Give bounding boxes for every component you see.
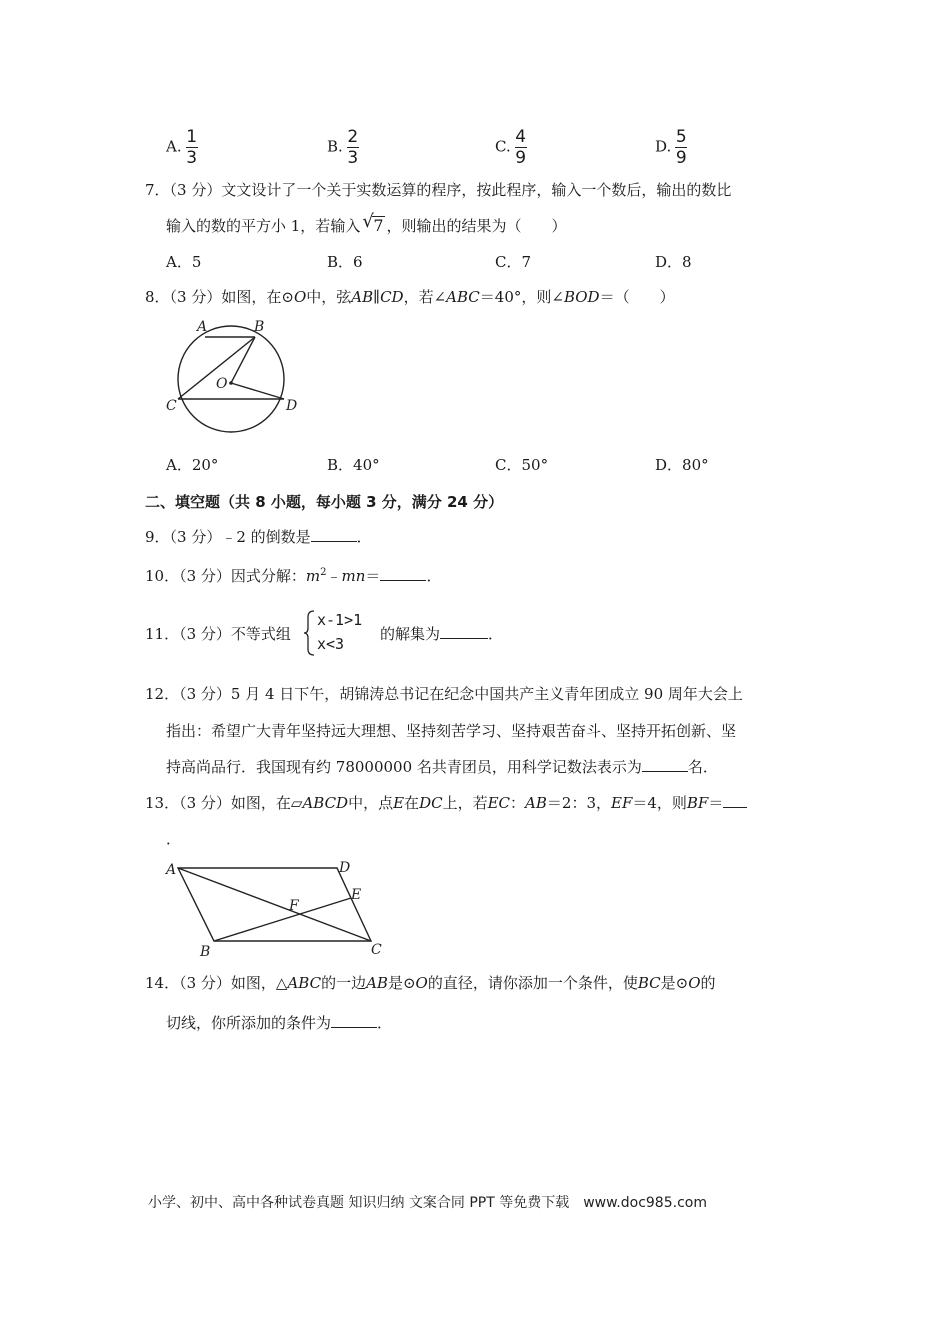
q6-option-d bbox=[655, 128, 687, 167]
q13-text: ＝2：3， bbox=[546, 794, 611, 812]
var: AB bbox=[351, 288, 374, 306]
label-c: C bbox=[166, 398, 177, 414]
circle-o bbox=[178, 326, 284, 432]
q13-text: ＝4，则 bbox=[632, 794, 687, 812]
q7-option-b: B．6 bbox=[327, 253, 363, 271]
label-a: A bbox=[197, 319, 208, 335]
numerator: 2 bbox=[347, 127, 359, 147]
q8-option-d: D．80° bbox=[655, 456, 709, 474]
q12-end: 名． bbox=[687, 758, 718, 776]
q7-line2 bbox=[166, 211, 567, 236]
q7-option-d: D．8 bbox=[655, 253, 692, 271]
q8-option-a: A．20° bbox=[166, 456, 219, 474]
q11-text: 11．（3 分）不等式组 bbox=[145, 625, 291, 643]
fraction bbox=[675, 128, 687, 167]
fraction bbox=[347, 128, 359, 167]
q13-text: ： bbox=[510, 794, 526, 812]
q8-text: 中，弦 bbox=[306, 288, 352, 306]
q13-text: 中，点 bbox=[348, 794, 394, 812]
q8-option-c: C．50° bbox=[495, 456, 549, 474]
inequality-row-1: x-1>1 bbox=[317, 611, 363, 629]
q10-end: ． bbox=[426, 567, 442, 585]
q12-text: 持高尚品行．我国现有约 78000000 名共青团员，用科学记数法表示为 bbox=[166, 758, 642, 776]
q7-line1: 7．（3 分）文文设计了一个关于实数运算的程序，按此程序，输入一个数后，输出的数比 bbox=[145, 181, 732, 199]
q6-option-a bbox=[166, 128, 198, 167]
var: ABC bbox=[287, 974, 322, 992]
var: CD bbox=[380, 288, 404, 306]
label-o: O bbox=[216, 376, 228, 392]
var: O bbox=[688, 974, 701, 992]
fraction bbox=[515, 128, 527, 167]
brace-icon bbox=[303, 609, 317, 657]
parallelogram-figure bbox=[158, 852, 388, 960]
segment-bo bbox=[231, 337, 255, 383]
numerator: 5 bbox=[675, 127, 687, 147]
label-d: D bbox=[339, 860, 351, 876]
q7-option-c: C．7 bbox=[495, 253, 532, 271]
q12-line1: 12．（3 分）5 月 4 日下午，胡锦涛总书记在纪念中国共产主义青年团成立 90 周年大会上 bbox=[145, 685, 743, 703]
var: AB bbox=[366, 974, 388, 992]
denominator: 3 bbox=[186, 148, 198, 168]
q14-text: 的一边 bbox=[321, 974, 367, 992]
label-b: B bbox=[200, 944, 211, 960]
var: EF bbox=[611, 794, 633, 812]
q6-option-b bbox=[327, 128, 359, 167]
q7-text: 输入的数的平方小 1，若输入 bbox=[166, 217, 361, 235]
q8-text: ，若∠ bbox=[403, 288, 447, 306]
q8-text: ＝40°，则∠ bbox=[479, 288, 564, 306]
q10-text: ＝ bbox=[365, 567, 381, 585]
circle-figure bbox=[160, 315, 310, 443]
answer-blank bbox=[440, 624, 488, 639]
q8-text: ＝（ ） bbox=[599, 288, 675, 306]
var: BC bbox=[637, 974, 661, 992]
q10-text: 10．（3 分）因式分解： bbox=[145, 567, 306, 585]
label-b: B bbox=[254, 319, 265, 335]
q14-line2 bbox=[166, 1013, 392, 1033]
center-point bbox=[229, 381, 233, 385]
sqrt-expression bbox=[362, 211, 384, 236]
option-label: D. bbox=[655, 137, 672, 156]
q11-after bbox=[380, 624, 503, 644]
q13-end: ． bbox=[166, 830, 182, 848]
label-e: E bbox=[351, 887, 362, 903]
answer-blank bbox=[723, 793, 747, 808]
q8-text: ∥ bbox=[373, 288, 381, 306]
var: O bbox=[415, 974, 428, 992]
q7-option-a: A．5 bbox=[166, 253, 202, 271]
option-label: C. bbox=[495, 137, 511, 156]
q12-line3 bbox=[166, 757, 718, 777]
q14-end: ． bbox=[377, 1014, 393, 1032]
q14-text: 的直径，请你添加一个条件，使 bbox=[427, 974, 638, 992]
q9-end: ． bbox=[356, 528, 372, 546]
footer-banner: 小学、初中、高中各种试卷真题 知识归纳 文案合同 PPT 等免费下载 www.doc985.com bbox=[148, 1195, 707, 1211]
q13-text: 在 bbox=[404, 794, 420, 812]
var: ABCD bbox=[302, 794, 349, 812]
var: E bbox=[393, 794, 405, 812]
q13-text: ＝ bbox=[708, 794, 724, 812]
var: EC bbox=[487, 794, 511, 812]
label-a: A bbox=[166, 862, 177, 878]
denominator: 9 bbox=[515, 148, 527, 168]
var: BF bbox=[686, 794, 709, 812]
q13-text: 13．（3 分）如图，在▱ bbox=[145, 794, 303, 812]
q9-text: 9．（3 分）﹣2 的倒数是 bbox=[145, 528, 311, 546]
label-c: C bbox=[371, 942, 382, 958]
q14-line1 bbox=[145, 973, 716, 993]
denominator: 3 bbox=[347, 148, 359, 168]
radicand: 7 bbox=[373, 216, 384, 235]
radical-icon: √ bbox=[362, 211, 374, 232]
q14-text: 的 bbox=[700, 974, 716, 992]
var: O bbox=[293, 288, 307, 306]
answer-blank bbox=[331, 1013, 377, 1028]
q14-text: 切线，你所添加的条件为 bbox=[166, 1014, 332, 1032]
numerator: 4 bbox=[515, 127, 527, 147]
segment-od bbox=[231, 383, 284, 399]
q14-text: 14．（3 分）如图，△ bbox=[145, 974, 288, 992]
exponent: 2 bbox=[320, 567, 327, 578]
option-label: A. bbox=[166, 137, 182, 156]
q13-text: 上，若 bbox=[442, 794, 488, 812]
answer-blank bbox=[311, 527, 357, 542]
var: BOD bbox=[563, 288, 600, 306]
var: DC bbox=[419, 794, 443, 812]
q14-text: 是⊙ bbox=[387, 974, 416, 992]
q7-text: ，则输出的结果为（ ） bbox=[386, 217, 567, 235]
fraction bbox=[186, 128, 198, 167]
inequality-row-2: x<3 bbox=[317, 635, 345, 653]
q8-option-b: B．40° bbox=[327, 456, 380, 474]
q6-option-c bbox=[495, 128, 527, 167]
q8-stem bbox=[145, 287, 675, 307]
q8-text: 8．（3 分）如图，在⊙ bbox=[145, 288, 294, 306]
q13-stem bbox=[145, 793, 747, 813]
var: ABC bbox=[446, 288, 480, 306]
label-f: F bbox=[289, 898, 299, 914]
inequality-system bbox=[303, 609, 381, 657]
q11-text: 的解集为 bbox=[380, 625, 441, 643]
section-heading: 二、填空题（共 8 小题，每小题 3 分，满分 24 分） bbox=[145, 493, 504, 511]
q10-text: ﹣ bbox=[326, 567, 342, 585]
label-d: D bbox=[286, 398, 298, 414]
q10 bbox=[145, 563, 441, 586]
q14-text: 是⊙ bbox=[660, 974, 689, 992]
answer-blank bbox=[642, 757, 688, 772]
q12-line2: 指出：希望广大青年坚持远大理想、坚持刻苦学习、坚持艰苦奋斗、坚持开拓创新、坚 bbox=[166, 722, 737, 740]
numerator: 1 bbox=[186, 127, 198, 147]
q11-end: ． bbox=[488, 625, 504, 643]
denominator: 9 bbox=[675, 148, 687, 168]
var: AB bbox=[525, 794, 547, 812]
option-label: B. bbox=[327, 137, 343, 156]
var: m bbox=[305, 567, 321, 585]
var: mn bbox=[341, 567, 366, 585]
answer-blank bbox=[380, 566, 426, 581]
q9 bbox=[145, 527, 372, 547]
segment-be bbox=[214, 898, 351, 941]
